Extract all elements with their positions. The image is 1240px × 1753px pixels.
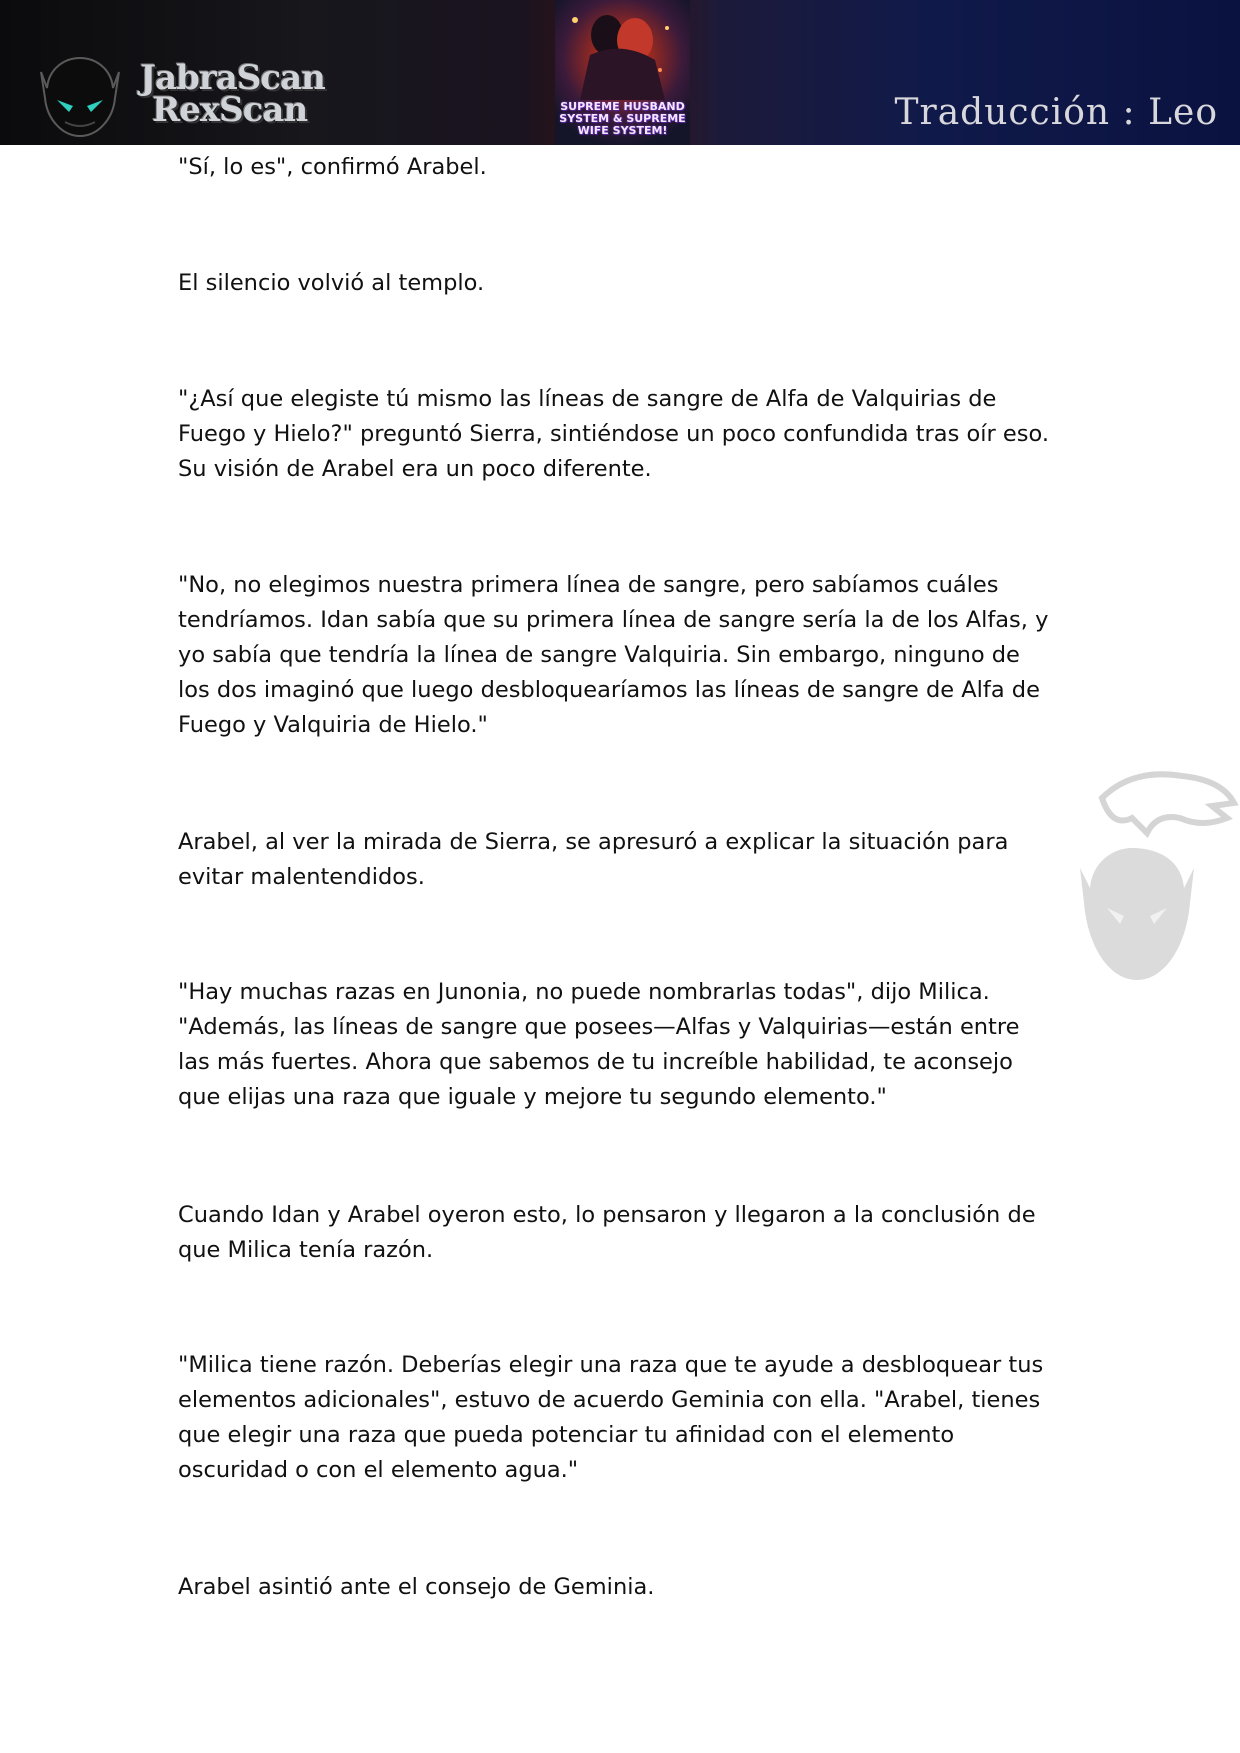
paragraph-8: "Milica tiene razón. Deberías elegir una raza que te ayude a desbloquear tus elementos adicionales", estuvo de acuerdo Geminia con ella. "Arabel, tienes que elegir una raza que pueda potenciar tu afinidad con el elemento oscuridad o con el elemento agua."	[178, 1352, 1044, 1483]
dinosaur-demon-watermark-icon	[1062, 758, 1240, 988]
couple-illustration-icon	[555, 0, 690, 100]
novel-title-line-1: SUPREME HUSBAND	[560, 100, 685, 113]
paragraph-9: Arabel asintió ante el consejo de Geminia.	[178, 1574, 655, 1600]
translator-credit: Traducción : Leo	[894, 92, 1218, 133]
paragraph-6: "Hay muchas razas en Junonia, no puede nombrarlas todas", dijo Milica. "Además, las líneas de sangre que posees—Alfas y Valquirias—están entre las más fuertes. Ahora que sabemos de tu increíble habilidad, te aconsejo que elijas una raza que iguale y mejore tu segundo elemento."	[178, 979, 1020, 1110]
paragraph-5: Arabel, al ver la mirada de Sierra, se apresuró a explicar la situación para evitar malentendidos.	[178, 829, 1009, 890]
paragraph-1: "Sí, lo es", confirmó Arabel.	[178, 154, 487, 180]
novel-title-line-2: SYSTEM & SUPREME	[559, 112, 686, 125]
paragraph-2: El silencio volvió al templo.	[178, 270, 485, 296]
logo-line-1: JabraScan	[140, 58, 325, 98]
logo-line-2: RexScan	[152, 90, 308, 130]
paragraph-7: Cuando Idan y Arabel oyeron esto, lo pensaron y llegaron a la conclusión de que Milica tenía razón.	[178, 1202, 1036, 1263]
demon-head-logo-icon	[35, 50, 125, 140]
paragraph-4: "No, no elegimos nuestra primera línea de sangre, pero sabíamos cuáles tendríamos. Idan sabía que su primera línea de sangre sería la de los Alfas, y yo sabía que tendría la línea de sangre Valquiria. Sin embargo, ninguno de los dos imaginó que luego desbloquearíamos las líneas de sangre de Alfa de Fuego y Valquiria de Hielo."	[178, 572, 1049, 738]
novel-cover-art	[555, 0, 690, 145]
scanlator-logo-text	[140, 58, 325, 130]
paragraph-3: "¿Así que elegiste tú mismo las líneas de sangre de Alfa de Valquirias de Fuego y Hielo?" preguntó Sierra, sintiéndose un poco confundida tras oír eso. Su visión de Arabel era un poco diferente.	[178, 386, 1049, 482]
header-banner	[0, 0, 1240, 145]
novel-title	[555, 101, 690, 137]
novel-title-line-3: WIFE SYSTEM!	[577, 124, 668, 137]
